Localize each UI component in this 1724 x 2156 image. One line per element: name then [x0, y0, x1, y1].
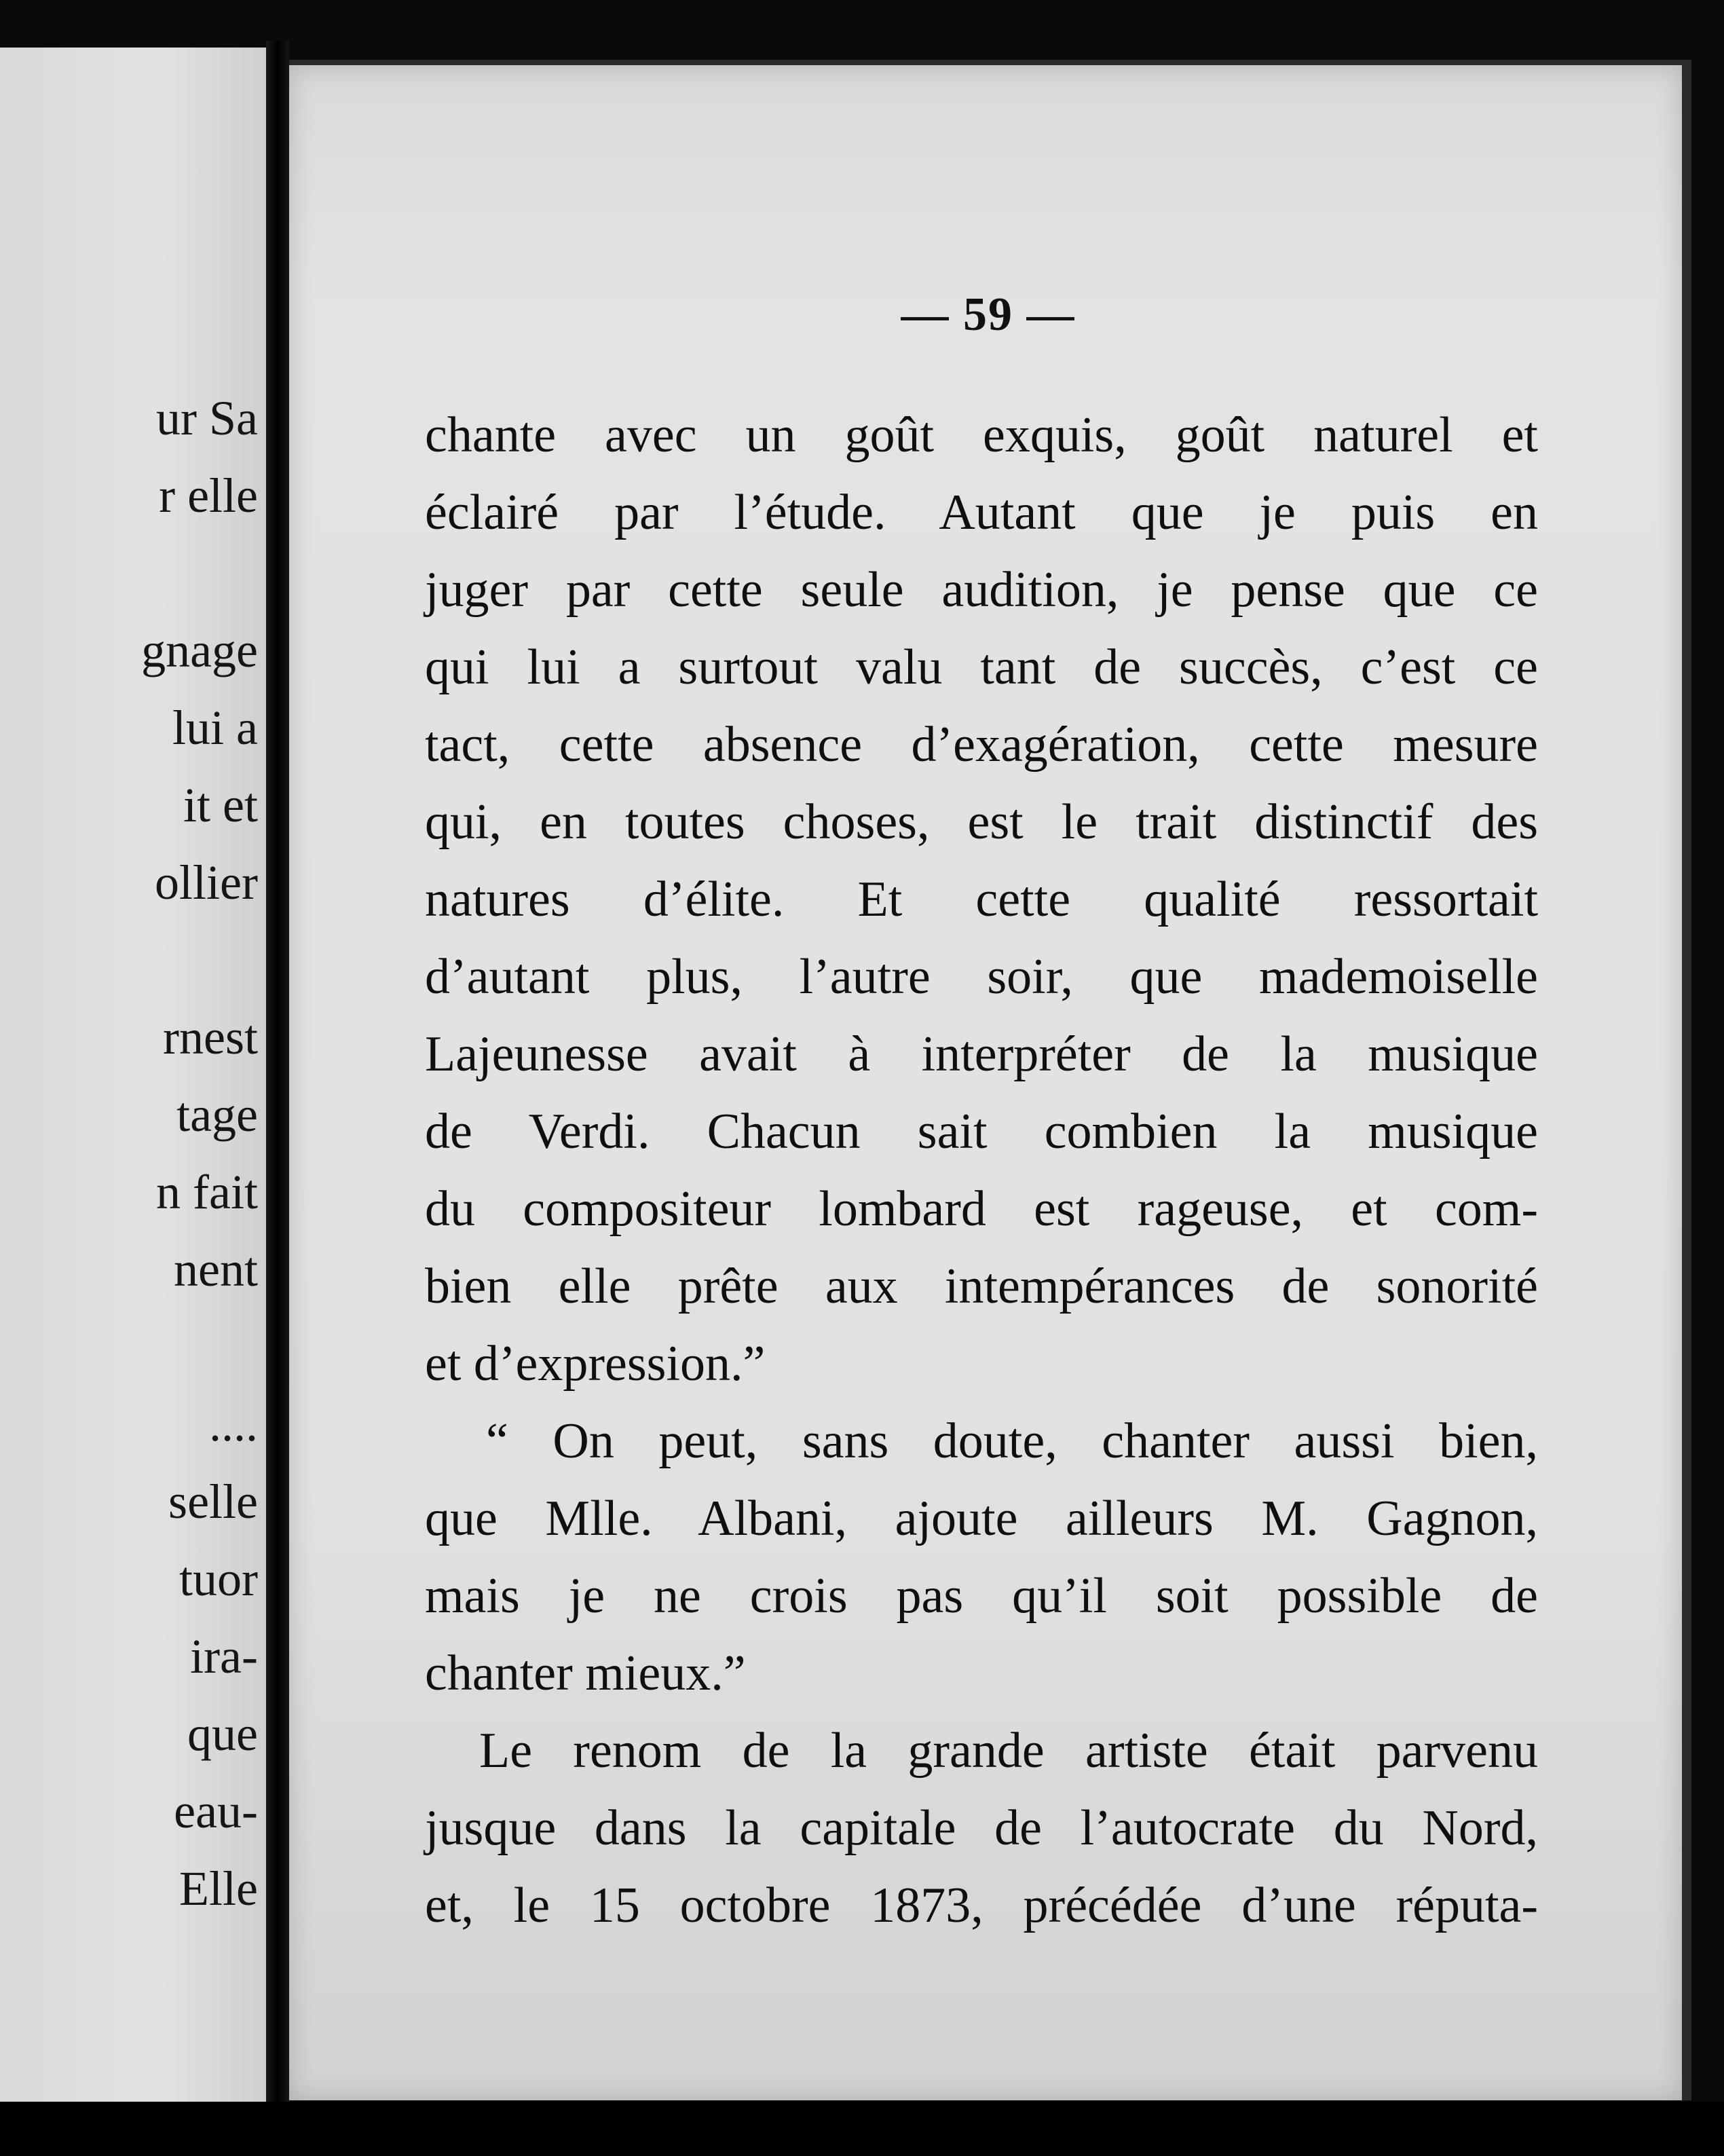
previous-page-line: rnest: [163, 1010, 258, 1064]
previous-page-line: ira-: [190, 1629, 258, 1684]
text-line: mais je ne crois pas qu’il soit possible de: [425, 1568, 1538, 1624]
previous-page-line: it et: [183, 778, 258, 832]
page-number: — 59 —: [901, 289, 1076, 341]
text-line: chante avec un goût exquis, goût naturel et: [425, 407, 1538, 463]
text-line: qui, en toutes choses, est le trait distinctif des: [425, 794, 1538, 850]
text-line: Lajeunesse avait à interpréter de la musique: [425, 1026, 1538, 1082]
text-line: qui lui a surtout valu tant de succès, c’est ce: [425, 639, 1538, 695]
text-line: Le renom de la grande artiste était parvenu: [479, 1723, 1538, 1779]
previous-page-fragment: [0, 48, 266, 2104]
previous-page-line: ....: [209, 1397, 258, 1451]
text-line: chanter mieux.”: [425, 1646, 746, 1701]
previous-page-line: ur Sa: [156, 391, 258, 445]
scan-bottom-edge: [0, 2102, 1724, 2156]
text-line: de Verdi. Chacun sait combien la musique: [425, 1104, 1538, 1159]
book-gutter: [266, 41, 289, 2125]
previous-page-line: tage: [176, 1088, 258, 1142]
text-line: natures d’élite. Et cette qualité ressortait: [425, 872, 1538, 927]
text-line: et, le 15 octobre 1873, précédée d’une réputa-: [425, 1878, 1538, 1933]
previous-page-line: lui a: [172, 701, 258, 755]
text-line: éclairé par l’étude. Autant que je puis en: [425, 485, 1538, 540]
text-line: d’autant plus, l’autre soir, que mademoiselle: [425, 949, 1538, 1005]
text-line: et d’expression.”: [425, 1336, 766, 1392]
text-line: que Mlle. Albani, ajoute ailleurs M. Gagnon,: [425, 1491, 1538, 1546]
previous-page-line: nent: [174, 1242, 258, 1297]
previous-page-line: gnage: [141, 623, 258, 677]
text-line: “ On peut, sans doute, chanter aussi bien,: [486, 1413, 1538, 1469]
text-line: jusque dans la capitale de l’autocrate du Nord,: [425, 1800, 1538, 1856]
previous-page-line: r elle: [159, 468, 258, 523]
book-page: [289, 60, 1691, 2100]
text-line: bien elle prête aux intempérances de sonorité: [425, 1259, 1538, 1314]
page-body: [425, 396, 1538, 1944]
previous-page-line: eau-: [174, 1784, 258, 1838]
previous-page-line: Elle: [179, 1861, 258, 1916]
text-line: tact, cette absence d’exagération, cette mesure: [425, 717, 1538, 773]
previous-page-line: n fait: [156, 1165, 258, 1219]
previous-page-line: tuor: [179, 1552, 258, 1606]
previous-page-line: que: [187, 1707, 258, 1761]
previous-page-line: selle: [168, 1474, 258, 1529]
text-line: du compositeur lombard est rageuse, et com-: [425, 1181, 1538, 1237]
text-line: juger par cette seule audition, je pense que ce: [425, 562, 1538, 618]
previous-page-line: ollier: [155, 855, 258, 910]
